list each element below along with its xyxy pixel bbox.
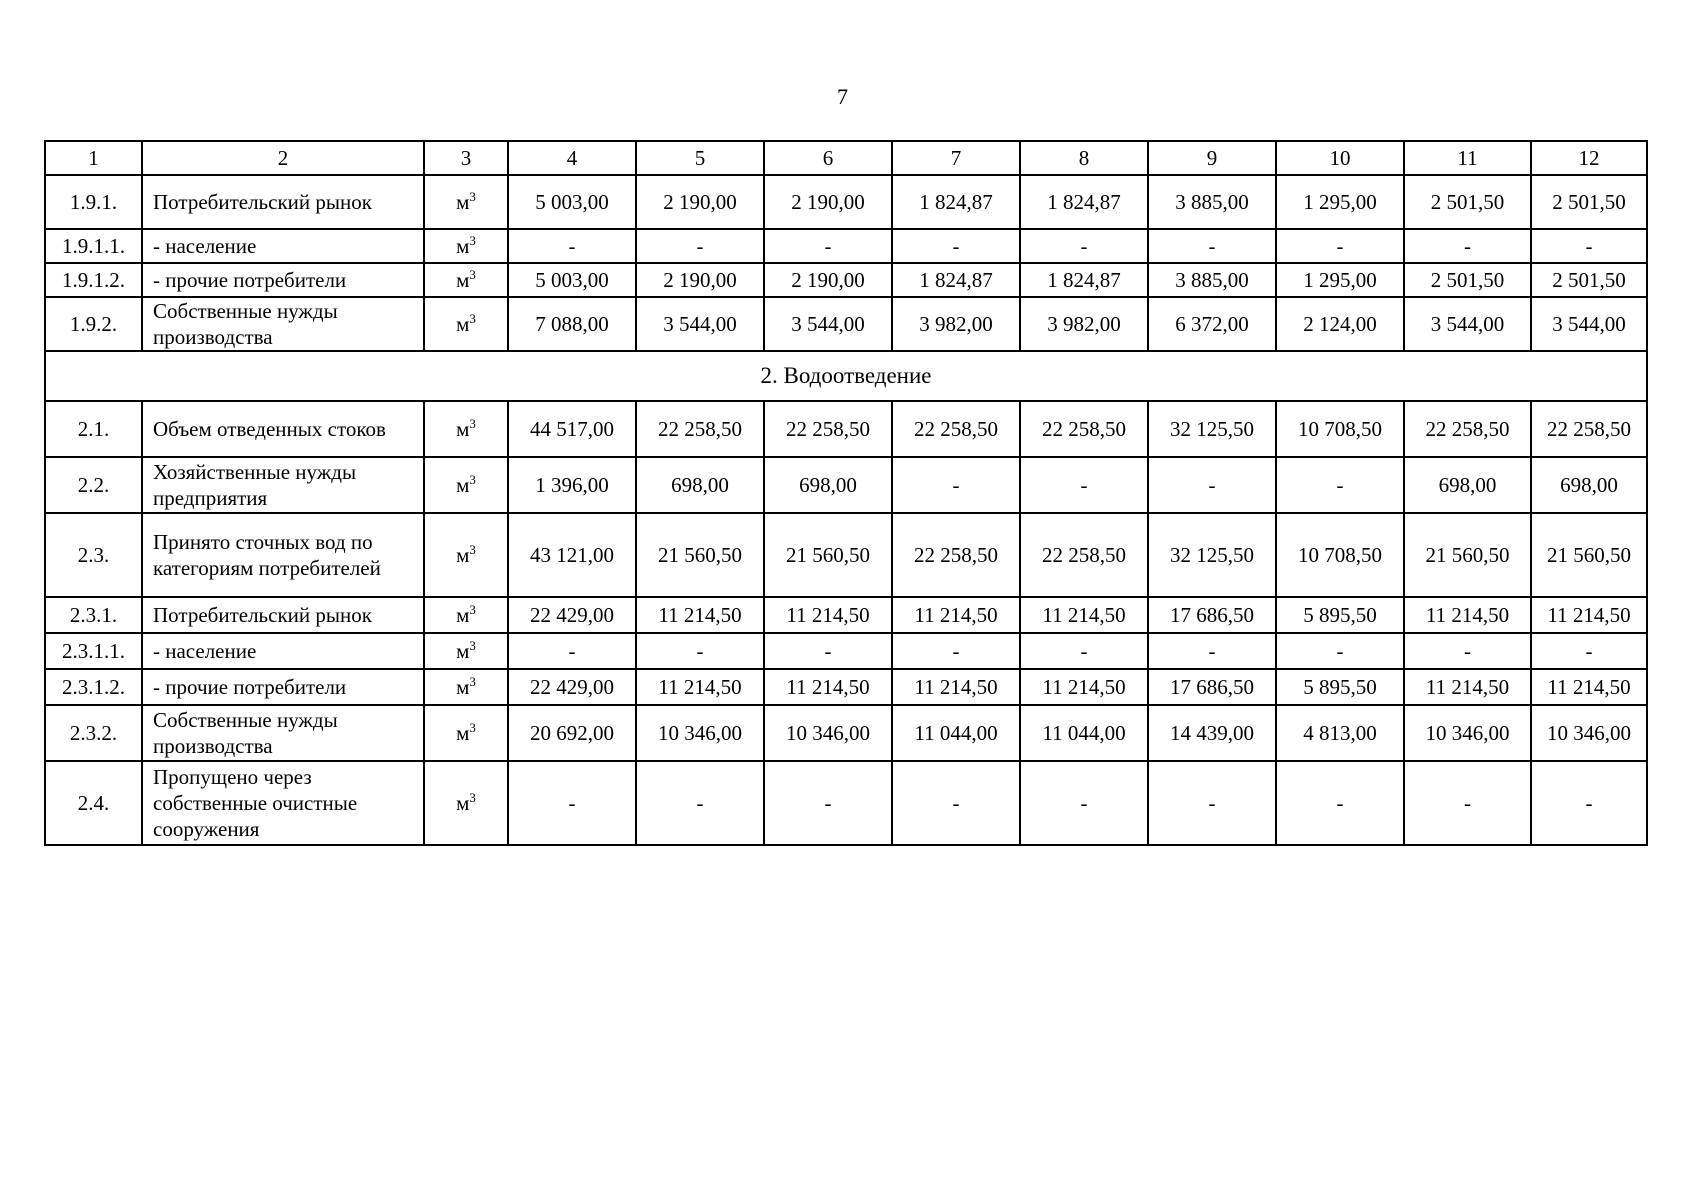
data-table [44,140,1648,846]
unit-base: м [456,543,470,567]
value-cell: 17 686,50 [1148,669,1276,705]
row-code: 2.1. [45,401,142,457]
column-header-2: 2 [142,141,424,175]
value-cell: - [1276,761,1404,845]
column-header-1: 1 [45,141,142,175]
unit-exponent: 3 [469,720,476,735]
table-row [45,263,1647,297]
value-cell: - [1404,229,1531,263]
unit-base: м [456,473,470,497]
value-cell: 11 214,50 [1531,669,1647,705]
value-cell: 21 560,50 [1531,513,1647,597]
value-cell: 14 439,00 [1148,705,1276,761]
row-name: Объем отведенных стоков [142,401,424,457]
value-cell: 17 686,50 [1148,597,1276,633]
table-row [45,669,1647,705]
row-name: - прочие потребители [142,263,424,297]
column-header-12: 12 [1531,141,1647,175]
value-cell: 11 214,50 [1404,669,1531,705]
unit-base: м [456,234,470,258]
table-row [45,175,1647,229]
value-cell: 11 214,50 [892,597,1020,633]
value-cell: - [1020,633,1148,669]
value-cell: 11 214,50 [892,669,1020,705]
value-cell: 22 258,50 [892,513,1020,597]
row-code: 1.9.1.1. [45,229,142,263]
row-code: 1.9.2. [45,297,142,351]
value-cell: 2 190,00 [636,263,764,297]
value-cell: 21 560,50 [1404,513,1531,597]
row-name: Хозяйственные нужды предприятия [142,457,424,513]
value-cell: - [636,761,764,845]
unit-base: м [456,675,470,699]
row-code: 2.3.1.1. [45,633,142,669]
value-cell: 3 544,00 [764,297,892,351]
value-cell: 21 560,50 [764,513,892,597]
column-header-11: 11 [1404,141,1531,175]
value-cell: - [1148,761,1276,845]
value-cell: 2 501,50 [1531,263,1647,297]
value-cell: 11 214,50 [1020,669,1148,705]
value-cell: 3 544,00 [636,297,764,351]
row-code: 2.3.1.2. [45,669,142,705]
value-cell: 44 517,00 [508,401,636,457]
value-cell: 11 214,50 [636,597,764,633]
unit-base: м [456,639,470,663]
row-name: Потребительский рынок [142,597,424,633]
row-unit [424,597,508,633]
value-cell: 698,00 [636,457,764,513]
table-row [45,705,1647,761]
value-cell: 22 258,50 [1531,401,1647,457]
unit-base: м [456,603,470,627]
unit-base: м [456,312,470,336]
value-cell: 2 124,00 [1276,297,1404,351]
value-cell: 3 885,00 [1148,263,1276,297]
value-cell: 10 346,00 [636,705,764,761]
value-cell: 22 258,50 [892,401,1020,457]
column-header-8: 8 [1020,141,1148,175]
row-code: 2.3.1. [45,597,142,633]
unit-exponent: 3 [469,638,476,653]
value-cell: 21 560,50 [636,513,764,597]
table-row [45,457,1647,513]
value-cell: 1 396,00 [508,457,636,513]
unit-base: м [456,721,470,745]
value-cell: 43 121,00 [508,513,636,597]
value-cell: 22 258,50 [636,401,764,457]
value-cell: 11 214,50 [764,669,892,705]
value-cell: 22 258,50 [1404,401,1531,457]
table-row [45,401,1647,457]
unit-base: м [456,190,470,214]
value-cell: 20 692,00 [508,705,636,761]
value-cell: 3 982,00 [892,297,1020,351]
value-cell: 10 346,00 [764,705,892,761]
value-cell: - [1276,633,1404,669]
unit-exponent: 3 [469,267,476,282]
value-cell: - [1531,229,1647,263]
value-cell: - [1148,633,1276,669]
value-cell: - [508,761,636,845]
value-cell: - [892,457,1020,513]
value-cell: 1 824,87 [892,175,1020,229]
value-cell: 1 824,87 [1020,175,1148,229]
value-cell: - [1148,457,1276,513]
row-name: Пропущено через собственные очистные сооружения [142,761,424,845]
row-unit [424,761,508,845]
value-cell: 3 982,00 [1020,297,1148,351]
table-row [45,229,1647,263]
value-cell: 7 088,00 [508,297,636,351]
value-cell: 5 895,50 [1276,597,1404,633]
column-header-4: 4 [508,141,636,175]
value-cell: 10 346,00 [1531,705,1647,761]
value-cell: 698,00 [764,457,892,513]
table-row [45,597,1647,633]
row-unit [424,705,508,761]
row-name: - население [142,229,424,263]
value-cell: - [1020,761,1148,845]
row-unit [424,457,508,513]
value-cell: 11 044,00 [892,705,1020,761]
section-title: 2. Водоотведение [45,351,1647,401]
column-header-10: 10 [1276,141,1404,175]
unit-base: м [456,417,470,441]
value-cell: 11 214,50 [764,597,892,633]
value-cell: 5 003,00 [508,175,636,229]
row-name: - население [142,633,424,669]
value-cell: 11 214,50 [1404,597,1531,633]
value-cell: - [764,633,892,669]
value-cell: 10 708,50 [1276,513,1404,597]
unit-exponent: 3 [469,790,476,805]
value-cell: 4 813,00 [1276,705,1404,761]
value-cell: - [1276,457,1404,513]
table-row [45,297,1647,351]
row-code: 2.4. [45,761,142,845]
value-cell: 2 190,00 [764,263,892,297]
value-cell: - [1020,229,1148,263]
value-cell: 11 214,50 [636,669,764,705]
value-cell: - [1020,457,1148,513]
value-cell: 3 885,00 [1148,175,1276,229]
row-name: Потребительский рынок [142,175,424,229]
value-cell: 2 190,00 [764,175,892,229]
value-cell: 2 501,50 [1404,175,1531,229]
value-cell: - [636,229,764,263]
row-code: 2.3. [45,513,142,597]
unit-exponent: 3 [469,602,476,617]
value-cell: 22 258,50 [1020,513,1148,597]
row-code: 2.2. [45,457,142,513]
column-header-6: 6 [764,141,892,175]
row-unit [424,229,508,263]
row-name: - прочие потребители [142,669,424,705]
value-cell: 1 295,00 [1276,263,1404,297]
value-cell: 22 429,00 [508,597,636,633]
table-row [45,633,1647,669]
value-cell: 2 501,50 [1404,263,1531,297]
value-cell: 1 824,87 [892,263,1020,297]
value-cell: 11 044,00 [1020,705,1148,761]
value-cell: - [1404,761,1531,845]
value-cell: - [892,633,1020,669]
value-cell: 1 295,00 [1276,175,1404,229]
unit-exponent: 3 [469,674,476,689]
value-cell: - [892,229,1020,263]
row-unit [424,633,508,669]
row-unit [424,175,508,229]
row-code: 1.9.1. [45,175,142,229]
value-cell: - [1148,229,1276,263]
page-number: 7 [837,84,848,109]
row-unit [424,513,508,597]
unit-base: м [456,268,470,292]
value-cell: 22 429,00 [508,669,636,705]
value-cell: 11 214,50 [1020,597,1148,633]
value-cell: 32 125,50 [1148,513,1276,597]
value-cell: 5 895,50 [1276,669,1404,705]
value-cell: - [1404,633,1531,669]
value-cell: 698,00 [1531,457,1647,513]
unit-exponent: 3 [469,233,476,248]
row-unit [424,669,508,705]
value-cell: 10 346,00 [1404,705,1531,761]
table-body [45,141,1647,845]
table-row [45,513,1647,597]
value-cell: - [892,761,1020,845]
value-cell: 10 708,50 [1276,401,1404,457]
value-cell: 2 190,00 [636,175,764,229]
header-row [45,141,1647,175]
section-row [45,351,1647,401]
row-name: Собственные нужды производства [142,705,424,761]
row-name: Собственные нужды производства [142,297,424,351]
value-cell: 2 501,50 [1531,175,1647,229]
value-cell: 3 544,00 [1531,297,1647,351]
column-header-9: 9 [1148,141,1276,175]
row-name: Принято сточных вод по категориям потребителей [142,513,424,597]
value-cell: 698,00 [1404,457,1531,513]
column-header-3: 3 [424,141,508,175]
value-cell: - [508,229,636,263]
value-cell: 5 003,00 [508,263,636,297]
value-cell: - [764,761,892,845]
column-header-5: 5 [636,141,764,175]
value-cell: 1 824,87 [1020,263,1148,297]
table-row [45,761,1647,845]
unit-exponent: 3 [469,416,476,431]
value-cell: - [1531,633,1647,669]
unit-exponent: 3 [469,311,476,326]
value-cell: - [1531,761,1647,845]
value-cell: - [636,633,764,669]
value-cell: 22 258,50 [1020,401,1148,457]
value-cell: - [1276,229,1404,263]
row-unit [424,401,508,457]
value-cell: 22 258,50 [764,401,892,457]
unit-exponent: 3 [469,542,476,557]
value-cell: 32 125,50 [1148,401,1276,457]
value-cell: 11 214,50 [1531,597,1647,633]
row-code: 1.9.1.2. [45,263,142,297]
value-cell: - [508,633,636,669]
unit-exponent: 3 [469,189,476,204]
row-unit [424,297,508,351]
unit-base: м [456,791,470,815]
value-cell: 6 372,00 [1148,297,1276,351]
column-header-7: 7 [892,141,1020,175]
unit-exponent: 3 [469,472,476,487]
row-code: 2.3.2. [45,705,142,761]
value-cell: 3 544,00 [1404,297,1531,351]
row-unit [424,263,508,297]
value-cell: - [764,229,892,263]
